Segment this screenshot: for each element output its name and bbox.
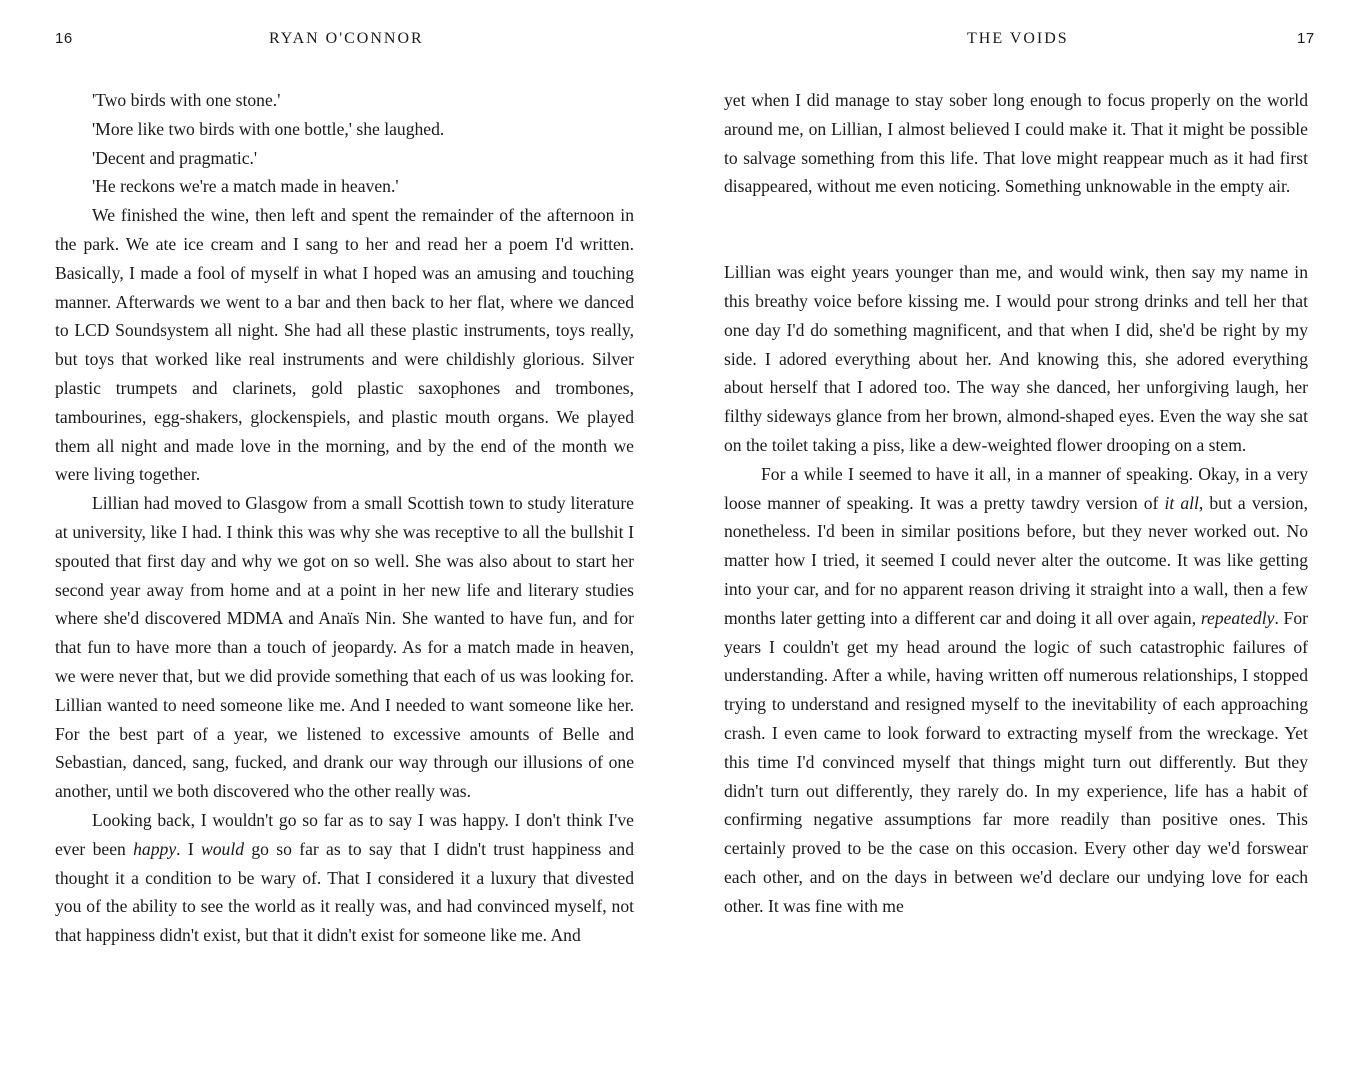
emphasis: would — [201, 838, 245, 859]
right-page — [680, 0, 1360, 1080]
emphasis: it all — [1164, 492, 1199, 513]
paragraph: Lillian was eight years younger than me, and would wink, then say my name in this breathy voice before kissing me. I would pour strong drinks and tell her that one day I'd do something magnificent, and that when I did, she'd be right by my side. I adored everything about her. And knowing this, she adored everything about herself that I adored too. The way she danced, her unforgiving laugh, her filthy sideways glance from her brown, almond-shaped eyes. Even the way she sat on the toilet taking a piss, like a dew-weighted flower drooping on a stem. — [724, 262, 1308, 455]
emphasis: repeatedly — [1200, 607, 1275, 628]
body-text — [55, 86, 634, 950]
running-head-title: THE VOIDS — [967, 30, 1069, 47]
paragraph: yet when I did manage to stay sober long enough to focus properly on the world around me, on Lillian, I almost believed I could make it. That it might be possible to salvage something from this life. That love might reappear much as it had first disappeared, without me even noticing. Something unknowable in the empty air. — [724, 90, 1308, 197]
body-text — [724, 86, 1308, 921]
paragraph: Looking back, I wouldn't go so far as to say I was happy. I don't think I've ever been happy. I would go so far as to say that I didn't trust happiness and thought it a condition to be wary of. That I considered it a luxury that divested you of the ability to see the world as it really was, and had convinced myself, not that happiness didn't exist, but that it didn't exist for someone like me. And — [55, 809, 634, 946]
paragraph: For a while I seemed to have it all, in a manner of speaking. Okay, in a very loose manner of speaking. It was a pretty tawdry version of it all, but a version, nonetheless. I'd been in similar positions before, but they never worked out. No matter how I tried, it seemed I could never alter the outcome. It was like getting into your car, and for no apparent reason driving it straight into a wall, then a few months later getting into a different car and doing it all over again, repeatedly. For years I couldn't get my head around the logic of such catastrophic failures of understanding. After a while, having written off numerous relationships, I stopped trying to understand and resigned myself to the inevitability of each approaching crash. I even came to look forward to extracting myself from the wreckage. Yet this time I'd convinced myself that things might turn out differently. But they didn't turn out differently, they rarely do. In my experience, life has a habit of confirming negative assumptions far more readily than positive ones. This certainly proved to be the case on this occasion. Every other day we'd forswear each other, and on the days in between we'd declare our undying love for each other. It was fine with me — [724, 463, 1309, 916]
page-number: 16 — [55, 30, 73, 47]
paragraph: Lillian had moved to Glasgow from a small Scottish town to study literature at university, like I had. I think this was why she was receptive to all the bullshit I spouted that first day and why we got on so well. She was also about to start her second year away from home and at a point in her new life and literary studies where she'd discovered MDMA and Anaïs Nin. She wanted to have fun, and for that fun to have more than a touch of jeopardy. As for a match made in heaven, we were never that, but we did provide something that each of us was looking for. Lillian wanted to need someone like me. And I needed to want someone like her. For the best part of a year, we listened to excessive amounts of Belle and Sebastian, danced, sang, fucked, and drank our way through our illusions of one another, until we both discovered who the other really was. — [55, 493, 634, 802]
dialogue-line: 'More like two birds with one bottle,' she laughed. — [92, 118, 445, 139]
emphasis: happy — [133, 838, 177, 859]
dialogue-line: 'He reckons we're a match made in heaven.' — [92, 176, 399, 197]
page-number: 17 — [1297, 30, 1315, 47]
running-head-author: RYAN O'CONNOR — [269, 30, 424, 47]
dialogue-line: 'Two birds with one stone.' — [92, 90, 281, 110]
dialogue-line: 'Decent and pragmatic.' — [92, 147, 258, 168]
paragraph: We finished the wine, then left and spent the remainder of the afternoon in the park. We ate ice cream and I sang to her and read her a poem I'd written. Basically, I made a fool of myself in what I hoped was an amusing and touching manner. Afterwards we went to a bar and then back to her flat, where we danced to LCD Soundsystem all night. She had all these plastic instruments, toys really, but toys that worked like real instruments and were childishly glorious. Silver plastic trumpets and clarinets, gold plastic saxophones and trombones, tambourines, egg-shakers, glockenspiels, and plastic mouth organs. We played them all night and made love in the morning, and by the end of the month we were living together. — [55, 205, 634, 485]
